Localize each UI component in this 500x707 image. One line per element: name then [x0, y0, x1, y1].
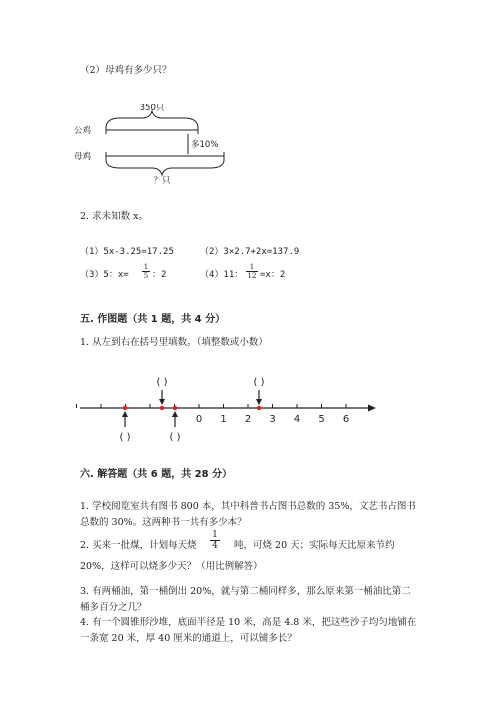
arrow-up-icon	[172, 411, 178, 417]
question-part-2-title: （2）母鸡有多少只？	[80, 65, 172, 76]
problem-4-line-1: 4. 有一个圆锥形沙堆，底面半径是 10 米，高是 4.8 米，把这些沙子均匀地铺在	[80, 617, 417, 628]
equation-3-right: ：2	[152, 270, 167, 280]
tick-label-0: 0	[195, 414, 203, 425]
answer-bracket-bottom-1: ( )	[119, 432, 131, 443]
equation-3	[80, 267, 129, 280]
section-5-title: 五. 作图题（共 1 题，共 4 分）	[80, 314, 226, 325]
answer-bracket-top-1: ( )	[156, 377, 168, 388]
top-brace	[106, 111, 198, 128]
equation-1: （1）5x-3.25=17.25	[80, 247, 174, 257]
top-brace-label: 350只	[139, 104, 165, 113]
extra-label: 多10%	[191, 140, 219, 150]
segment-diagram	[70, 104, 240, 184]
point-c	[173, 406, 177, 410]
equation-4-fraction: $\frac{1}{12}$	[247, 263, 257, 280]
arrow-down-icon	[256, 399, 262, 405]
equation-2: （2）3×2.7+2x=137.9	[200, 247, 300, 257]
point-a	[123, 406, 127, 410]
point-b	[160, 406, 164, 410]
arrow-up-icon	[122, 411, 128, 417]
tick-label-1: 1	[220, 414, 227, 425]
problem-3-line-2: 桶多百分之几？	[80, 602, 147, 613]
section-6-title: 六. 解答题（共 6 题，共 28 分）	[80, 469, 233, 480]
arrow-down-icon	[159, 399, 165, 405]
section-5-question-1: 1. 从左到右在括号里填数。（填整数或小数）	[80, 337, 268, 348]
section-2-title: 2. 求未知数 x。	[80, 211, 148, 222]
tick-label-2: 2	[244, 414, 252, 425]
tick-label-6: 6	[342, 414, 350, 425]
problem-4-line-2: 一条宽 20 米，厚 40 厘米的通道上，可以铺多长？	[80, 633, 297, 644]
tick-label-5: 5	[318, 414, 325, 425]
equation-3-left: （3）5：x=	[80, 270, 129, 280]
problem-3-line-1: 3. 有两桶油，第一桶倒出 20%，就与第二桶同样多，那么原来第一桶油比第二	[80, 586, 411, 597]
point-d	[257, 406, 261, 410]
problem-2-line-1a: 2. 买来一批煤，计划每天烧	[80, 540, 197, 551]
answer-bracket-top-2: ( )	[253, 377, 265, 388]
answer-bracket-bottom-2: ( )	[169, 432, 181, 443]
bottom-brace	[106, 160, 224, 175]
tick-labels	[196, 414, 349, 425]
tick-label-4: 4	[293, 414, 301, 425]
bottom-brace-label: ？只	[153, 176, 171, 184]
arrow-head-icon	[368, 405, 376, 412]
equation-4-right: =x：2	[260, 270, 286, 280]
equation-4-left: （4）11：	[200, 270, 244, 280]
problem-1-line-1: 1. 学校阅览室共有图书 800 本，其中科普书占图书总数的 35%，文艺书占图书	[80, 501, 416, 512]
number-line	[70, 370, 390, 450]
problem-1-line-2: 总数的 30%。这两种书一共有多少本？	[80, 517, 247, 528]
problem-2-fraction: $\frac{1}{4}$	[210, 530, 220, 551]
tick-label-3: 3	[269, 414, 276, 425]
row-label-hen: 母鸡	[74, 152, 92, 162]
problem-2-line-2: 20%，这样可以烧多少天？（用比例解答）	[80, 561, 263, 572]
tick-marks	[77, 404, 347, 408]
problem-2-line-1b: 吨，可烧 20 天；实际每天比原来节约	[234, 540, 395, 551]
row-label-rooster: 公鸡	[74, 126, 92, 136]
equation-3-fraction: $\frac{1}{5}$	[143, 263, 149, 280]
